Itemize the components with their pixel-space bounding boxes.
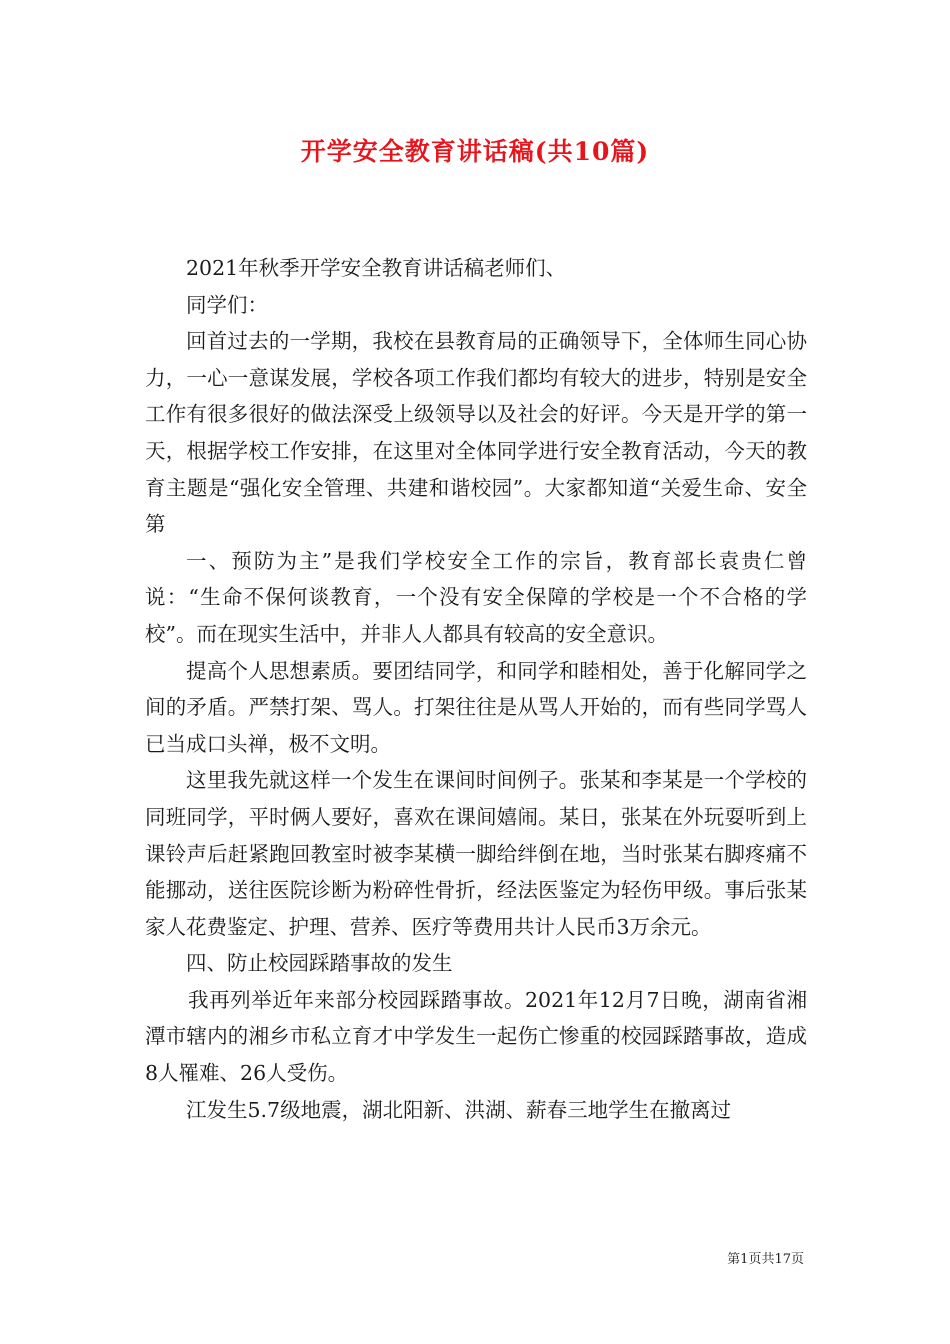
document-body (145, 250, 807, 1128)
paragraph: 同学们： (186, 292, 268, 317)
paragraph: 我再列举近年来部分校园踩踏事故。2021年12月7日晚，湖南省湘潭市辖内的湘乡市私立育才中学发生一起伤亡惨重的校园踩踏事故，造成8人罹难、26人受伤。 (145, 987, 807, 1086)
paragraph: 这里我先就这样一个发生在课间时间例子。张某和李某是一个学校的同班同学，平时俩人要好，喜欢在课间嬉闹。某日，张某在外玩耍听到上课铃声后赶紧跑回教室时被李某横一脚给绊倒在地，当时张某右脚疼痛不能挪动，送往医院诊断为粉碎性骨折，经法医鉴定为轻伤甲级。事后张某家人花费鉴定、护理、营养、医疗等费用共计人民币3万余元。 (145, 768, 807, 939)
paragraph: 回首过去的一学期，我校在县教育局的正确领导下，全体师生同心协力，一心一意谋发展，学校各项工作我们都均有较大的进步，特别是安全工作有很多很好的做法深受上级领导以及社会的好评。今天是开学的第一天，根据学校工作安排，在这里对全体同学进行安全教育活动，今天的教育主题是“强化安全管理、共建和谐校园”。大家都知道“关爱生命、安全第 (145, 329, 807, 537)
paragraph: 2021年秋季开学安全教育讲话稿老师们、 (186, 256, 567, 280)
section-heading: 四、防止校园踩踏事故的发生 (186, 951, 453, 976)
page-number: 第1页共17页 (727, 1252, 804, 1267)
paragraph: 江发生5.7级地震，湖北阳新、洪湖、薪春三地学生在撤离过 (186, 1097, 732, 1122)
document-title: 开学安全教育讲话稿(共10篇) (300, 137, 650, 166)
paragraph: 一、预防为主”是我们学校安全工作的宗旨，教育部长袁贵仁曾说：“生命不保何谈教育，一个没有安全保障的学校是一个不合格的学校”。而在现实生活中，并非人人都具有较高的安全意识。 (145, 548, 807, 646)
paragraph: 提高个人思想素质。要团结同学，和同学和睦相处，善于化解同学之间的矛盾。严禁打架、骂人。打架往往是从骂人开始的，而有些同学骂人已当成口头禅，极不文明。 (145, 658, 807, 756)
